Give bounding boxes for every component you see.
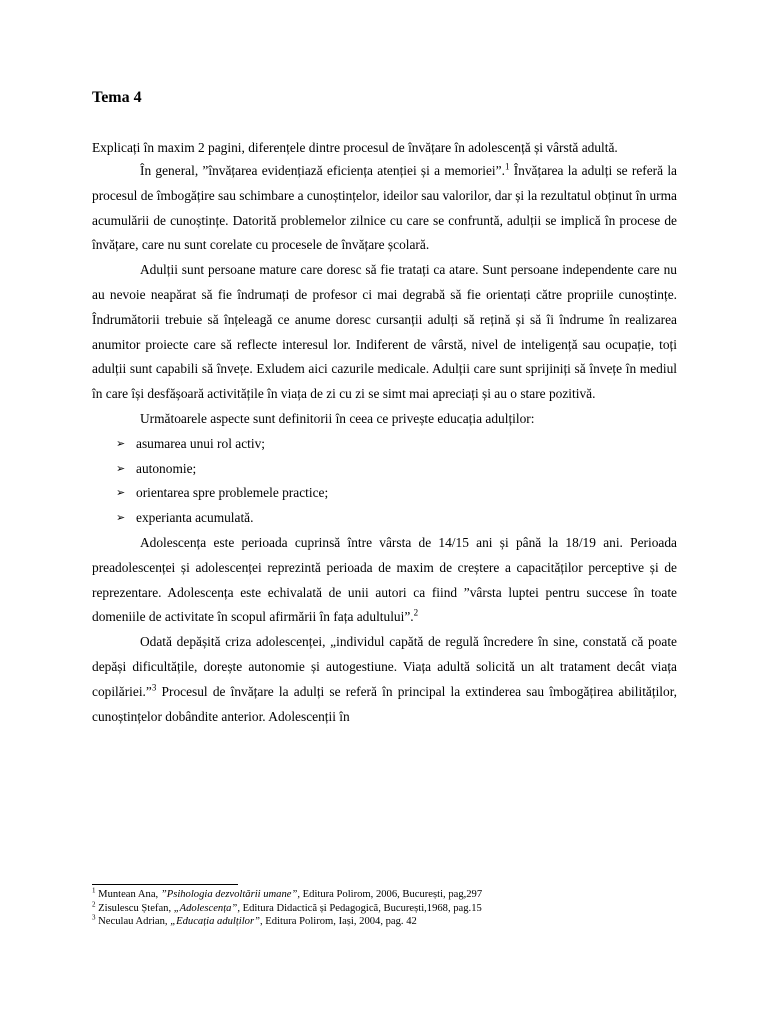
paragraph-1-quote: În general, ”învățarea evidențiază eficiența atenției și a memoriei”. bbox=[140, 163, 505, 178]
footnote-1: $^1$ Muntean Ana, ”Psihologia dezvoltării umane”, Editura Polirom, 2006, București, pag,297 bbox=[92, 886, 483, 900]
arrow-bullet-icon: ➢ bbox=[116, 462, 126, 475]
footnote-separator bbox=[92, 884, 238, 885]
paragraph-1-text: Învățarea la adulți se referă la procesul de îmbogățire sau schimbare a cunoștințelor, ideilor sau valorilor, dar și la rezultatul obținut în urma acumulării de cunoștințe. Datorită problemelor zilnice cu care se confruntă, adulții se implică în procese de învățare, care nu sunt corelate cu procesele de învățare școlară. bbox=[92, 163, 677, 253]
bullet-list bbox=[92, 432, 677, 531]
footnotes bbox=[92, 884, 677, 929]
list-item: ➢ asumarea unui rol activ; bbox=[116, 432, 677, 457]
document-title: Tema 4 bbox=[92, 89, 142, 106]
footnote-ref-2: 2 bbox=[413, 607, 419, 618]
paragraph-2: Adulții sunt persoane mature care doresc să fie tratați ca atare. Sunt persoane independente care nu au nevoie neapărat să fie îndrumați de profesor ci mai degrabă să fie orientați către propriile cunoștințe. Îndrumătorii trebuie să înțeleagă ce anume doresc cursanții adulți să rețină și să îi îndrume în realizarea anumitor proiecte care să reflecte interesul lor. Indiferent de vârstă, nivel de inteligență sau ocupație, toți adulții sunt capabili să învețe. Exludem aici cazurile medicale. Adulții care sunt sprijiniți să învețe în mediul în care își desfășoară activitățile în viața de zi cu zi se simt mai apreciați și au o stare pozitivă. bbox=[92, 262, 677, 402]
list-item: ➢ orientarea spre problemele practice; bbox=[116, 481, 677, 506]
arrow-bullet-icon: ➢ bbox=[116, 437, 126, 450]
document-body bbox=[92, 140, 677, 729]
paragraph-5: Odată depășită criza adolescenței, „individul capătă de regulă încredere în sine, constată că poate depăși dificultățile, dorește autonomie și autogestiune. Viața adultă solicită un alt tratament decât viața copilăriei.”$^3$ Procesul de învățare la adulți se referă în principal la extinderea sau îmbogățirea abilităților, cunoștințelor dobândite anterior. Adolescenții în bbox=[92, 634, 677, 724]
arrow-bullet-icon: ➢ bbox=[116, 512, 126, 525]
paragraph-4: Adolescența este perioada cuprinsă între vârsta de 14/15 ani și până la 18/19 ani. Perioada preadolescenței și adolescenței reprezintă perioada de maxim de creștere a capacităților perceptive și de reprezentare. Adolescența este echivalată de unii autori ca fiind ”vârsta luptei pentru succese în toate domeniile de activitate în scopul afirmării în fața adultului”.$^2$ bbox=[92, 534, 677, 625]
paragraph-3: Următoarele aspecte sunt definitorii în ceea ce privește educația adulților: bbox=[140, 410, 535, 426]
list-item: ➢ autonomie; bbox=[116, 457, 677, 482]
footnote-2: $^2$ Zisulescu Ștefan, „Adolescența”, Editura Didactică și Pedagogică, București,1968, pag.15 bbox=[92, 899, 482, 914]
assignment-prompt: Explicați în maxim 2 pagini, diferențele dintre procesul de învățare în adolescență și vârstă adultă. bbox=[92, 140, 618, 155]
footnote-ref-1: 1 bbox=[504, 161, 510, 172]
paragraph-1 bbox=[92, 159, 677, 258]
footnote-3: $^3$ Neculau Adrian, „Educația adulților”, Editura Polirom, Iași, 2004, pag. 42 bbox=[92, 913, 417, 927]
arrow-bullet-icon: ➢ bbox=[116, 487, 126, 500]
list-item: ➢ experianta acumulată. bbox=[116, 506, 677, 531]
footnote-ref-3: 3 bbox=[151, 682, 157, 693]
